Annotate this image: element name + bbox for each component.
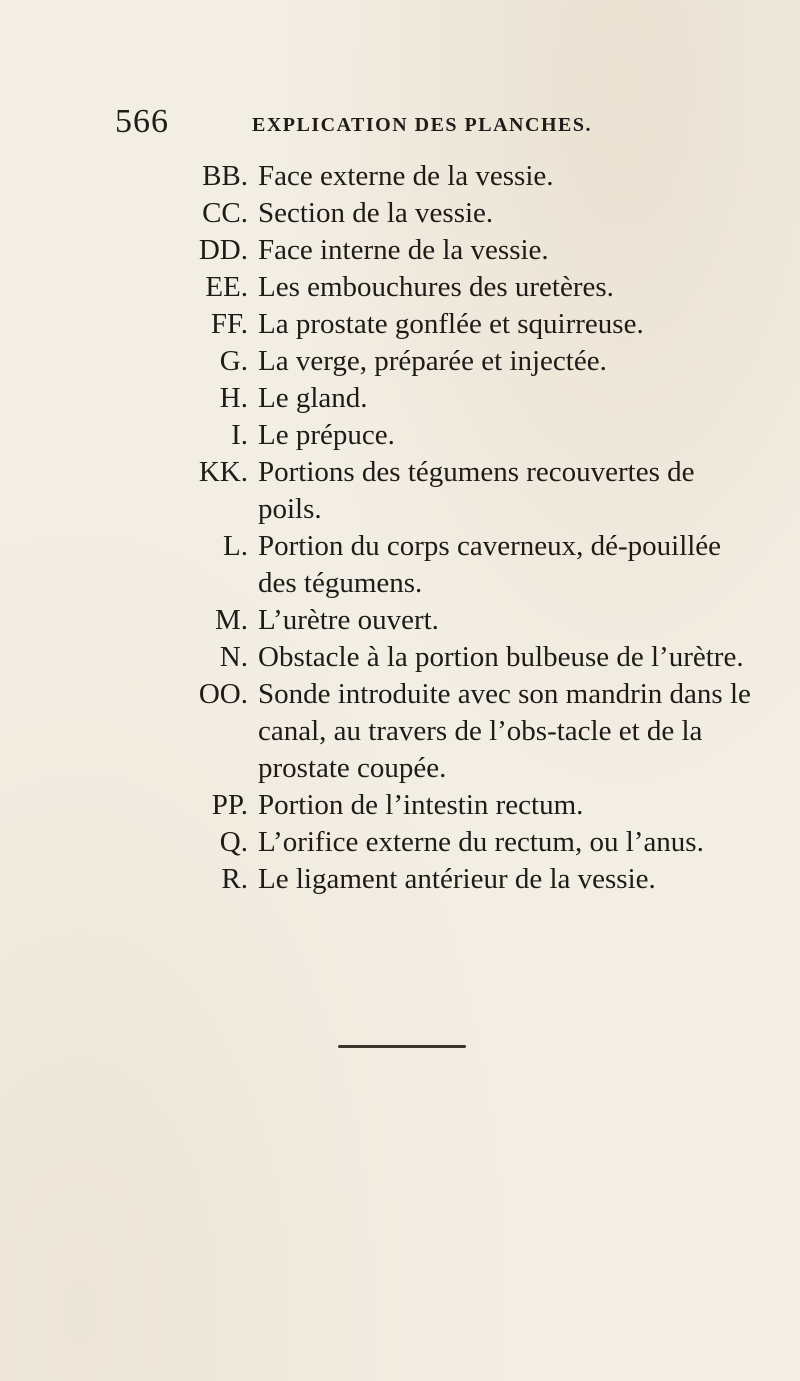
entry-text: Portion du corps caverneux, dé-pouillée des tégumens. (258, 530, 722, 599)
legend-entry (120, 824, 760, 861)
running-title: EXPLICATION DES PLANCHES. (252, 114, 592, 136)
entry-text: Sonde introduite avec son mandrin dans le canal, au travers de l’obs-tacle et de la prostate coupée. (258, 678, 751, 784)
entry-text: Le gland. (258, 382, 368, 414)
legend-entry (120, 158, 760, 195)
legend-entry (120, 417, 760, 454)
entry-text: Face interne de la vessie. (258, 234, 549, 266)
legend-entry (120, 454, 760, 528)
entry-key: L. (223, 530, 248, 562)
legend-entry (120, 232, 760, 269)
entry-key: OO. (198, 678, 248, 710)
entry-text: La prostate gonflée et squirreuse. (258, 308, 644, 340)
page-header (115, 102, 735, 142)
entry-text: Portion de l’intestin rectum. (258, 789, 584, 821)
legend-entry (120, 861, 760, 898)
entry-key: EE. (205, 271, 248, 303)
entry-text: La verge, préparée et injectée. (258, 345, 607, 377)
legend-entry (120, 639, 760, 676)
entry-text: Les embouchures des uretères. (258, 271, 614, 303)
legend-entry (120, 269, 760, 306)
entry-key: CC. (202, 197, 248, 229)
entry-key: PP. (211, 789, 248, 821)
legend-entry (120, 787, 760, 824)
entry-text: Section de la vessie. (258, 197, 494, 229)
legend-entry (120, 380, 760, 417)
entry-key: FF. (210, 308, 248, 340)
entry-text: Le prépuce. (258, 419, 395, 451)
legend-entry (120, 195, 760, 232)
entry-key: Q. (219, 826, 248, 858)
legend-entry (120, 602, 760, 639)
plate-legend (120, 158, 760, 898)
entry-key: KK. (198, 456, 248, 488)
entry-text: Obstacle à la portion bulbeuse de l’urètre. (258, 641, 744, 673)
legend-entry (120, 306, 760, 343)
page-number: 566 (115, 103, 169, 140)
legend-entry (120, 676, 760, 787)
closing-rule (338, 1045, 466, 1048)
legend-entry (120, 528, 760, 602)
entry-text: Portions des tégumens recouvertes de poils. (258, 456, 695, 525)
legend-entry (120, 343, 760, 380)
entry-text: Le ligament antérieur de la vessie. (258, 863, 656, 895)
entry-text: L’orifice externe du rectum, ou l’anus. (258, 826, 704, 858)
entry-key: M. (214, 604, 248, 636)
entry-text: L’urètre ouvert. (258, 604, 439, 636)
entry-key: I. (231, 419, 248, 451)
entry-text: Face externe de la vessie. (258, 160, 554, 192)
entry-key: R. (221, 863, 248, 895)
entry-key: DD. (198, 234, 248, 266)
entry-key: N. (219, 641, 248, 673)
entry-key: H. (219, 382, 248, 414)
entry-key: BB. (202, 160, 248, 192)
entry-key: G. (219, 345, 248, 377)
